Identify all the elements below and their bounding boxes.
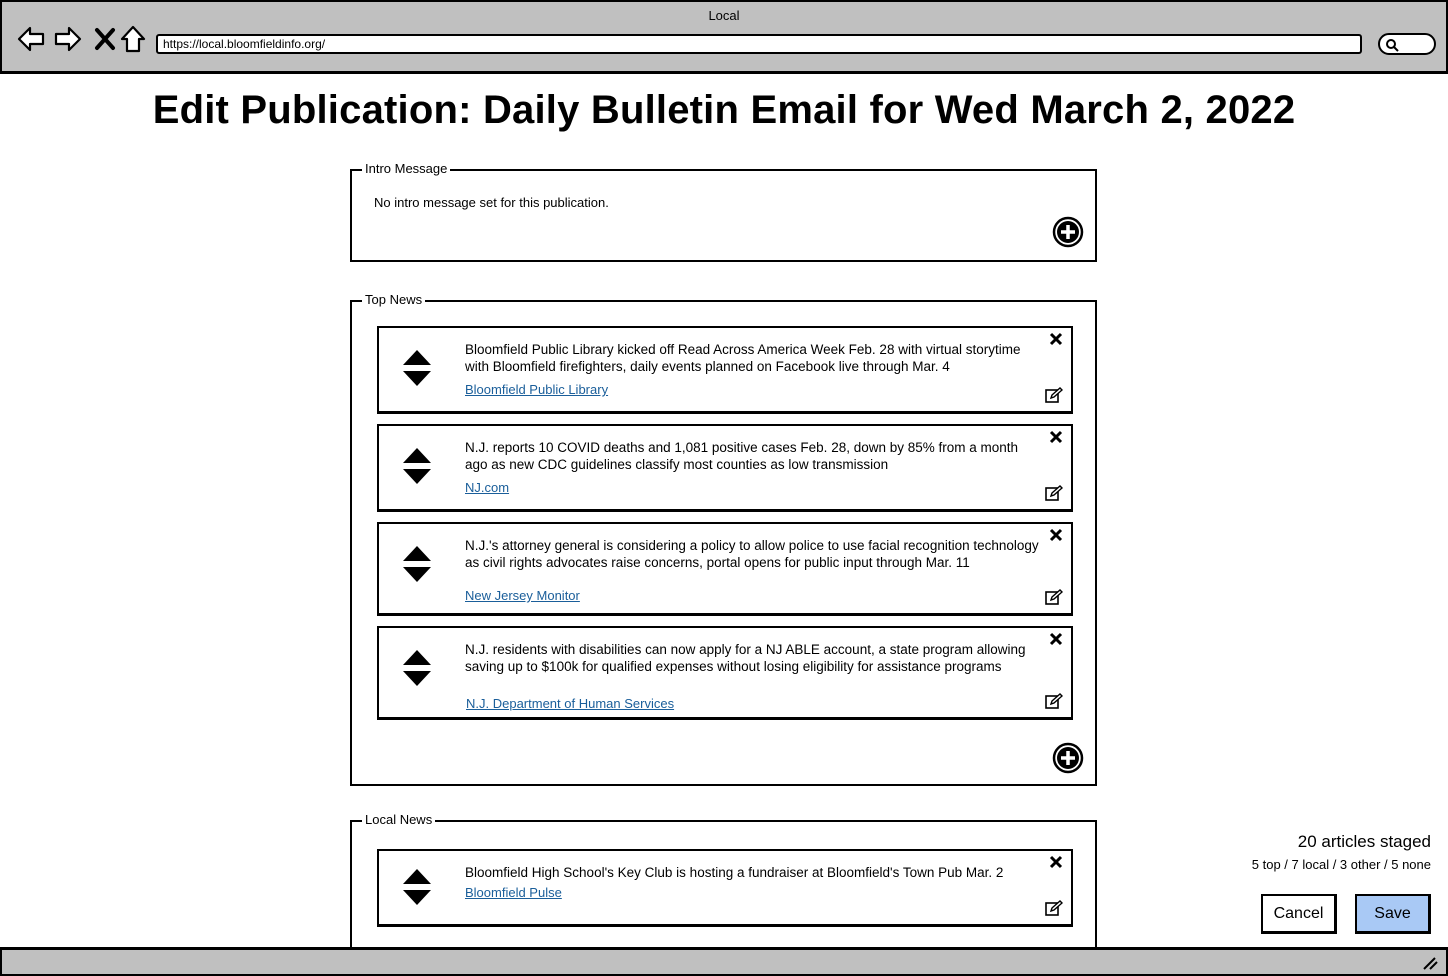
- article-title: Bloomfield Public Library kicked off Read Across America Week Feb. 28 with virtual storytime with Bloomfield firefighters, daily events planned on Facebook live through Mar. 4: [465, 342, 1021, 374]
- article-card: [377, 849, 1073, 927]
- reorder-arrows-icon[interactable]: [401, 866, 433, 908]
- reorder-arrows-icon[interactable]: [401, 543, 433, 585]
- intro-message-legend: Intro Message: [362, 161, 450, 176]
- article-title: N.J.'s attorney general is considering a policy to allow police to use facial recognition technology as civil rights advocates raise concerns, portal opens for public input through Mar. 11: [465, 538, 1039, 570]
- page-title: Edit Publication: Daily Bulletin Email for Wed March 2, 2022: [152, 88, 1296, 132]
- article-source-link[interactable]: NJ.com: [465, 480, 510, 495]
- article-card: [377, 424, 1073, 512]
- resize-grip-icon[interactable]: [1422, 956, 1438, 970]
- top-news-section: [350, 292, 1097, 786]
- url-bar[interactable]: https://local.bloomfieldinfo.org/: [156, 34, 1362, 54]
- article-source-link[interactable]: Bloomfield Public Library: [465, 382, 609, 397]
- add-intro-plus-icon[interactable]: [1052, 216, 1084, 248]
- search-icon: [1385, 38, 1399, 52]
- edit-article-icon[interactable]: [1045, 693, 1063, 709]
- local-news-section: [350, 812, 1097, 960]
- back-arrow-icon[interactable]: [16, 24, 46, 54]
- add-top-news-plus-icon[interactable]: [1052, 742, 1084, 774]
- top-news-legend: Top News: [362, 292, 425, 307]
- intro-message-section: [350, 161, 1097, 262]
- edit-article-icon[interactable]: [1045, 589, 1063, 605]
- window-title: Local: [708, 8, 740, 23]
- browser-chrome: [0, 0, 1448, 74]
- reorder-arrows-icon[interactable]: [401, 647, 433, 689]
- articles-breakdown: 5 top / 7 local / 3 other / 5 none: [1251, 857, 1431, 872]
- article-source-link[interactable]: Bloomfield Pulse: [465, 885, 562, 900]
- cancel-button[interactable]: Cancel: [1261, 894, 1337, 934]
- article-title: Bloomfield High School's Key Club is hosting a fundraiser at Bloomfield's Town Pub Mar. 2: [465, 865, 1004, 880]
- stop-icon[interactable]: [90, 24, 120, 54]
- remove-article-icon[interactable]: [1049, 430, 1063, 444]
- article-title: N.J. reports 10 COVID deaths and 1,081 positive cases Feb. 28, down by 85% from a month ago as new CDC guidelines classify most counties as low transmission: [465, 440, 1019, 472]
- article-source-link[interactable]: New Jersey Monitor: [465, 588, 580, 603]
- article-source-link[interactable]: N.J. Department of Human Services: [466, 696, 675, 711]
- edit-article-icon[interactable]: [1045, 485, 1063, 501]
- remove-article-icon[interactable]: [1049, 332, 1063, 346]
- browser-status-bar: [0, 947, 1448, 976]
- reorder-arrows-icon[interactable]: [401, 347, 433, 389]
- article-card: [377, 326, 1073, 414]
- edit-article-icon[interactable]: [1045, 900, 1063, 916]
- article-card: [377, 626, 1073, 720]
- intro-message-text: No intro message set for this publication.: [374, 195, 609, 210]
- remove-article-icon[interactable]: [1049, 632, 1063, 646]
- article-card: [377, 522, 1073, 616]
- forward-arrow-icon[interactable]: [53, 24, 83, 54]
- remove-article-icon[interactable]: [1049, 855, 1063, 869]
- home-icon[interactable]: [118, 24, 148, 54]
- reorder-arrows-icon[interactable]: [401, 445, 433, 487]
- local-news-legend: Local News: [362, 812, 435, 827]
- article-title: N.J. residents with disabilities can now apply for a NJ ABLE account, a state program allowing saving up to $100k for qualified expenses without losing eligibility for assistance programs: [465, 642, 1026, 674]
- edit-article-icon[interactable]: [1045, 387, 1063, 403]
- browser-search-field[interactable]: [1378, 33, 1436, 55]
- save-button[interactable]: Save: [1355, 894, 1431, 934]
- remove-article-icon[interactable]: [1049, 528, 1063, 542]
- articles-staged-count: 20 articles staged: [1297, 832, 1431, 851]
